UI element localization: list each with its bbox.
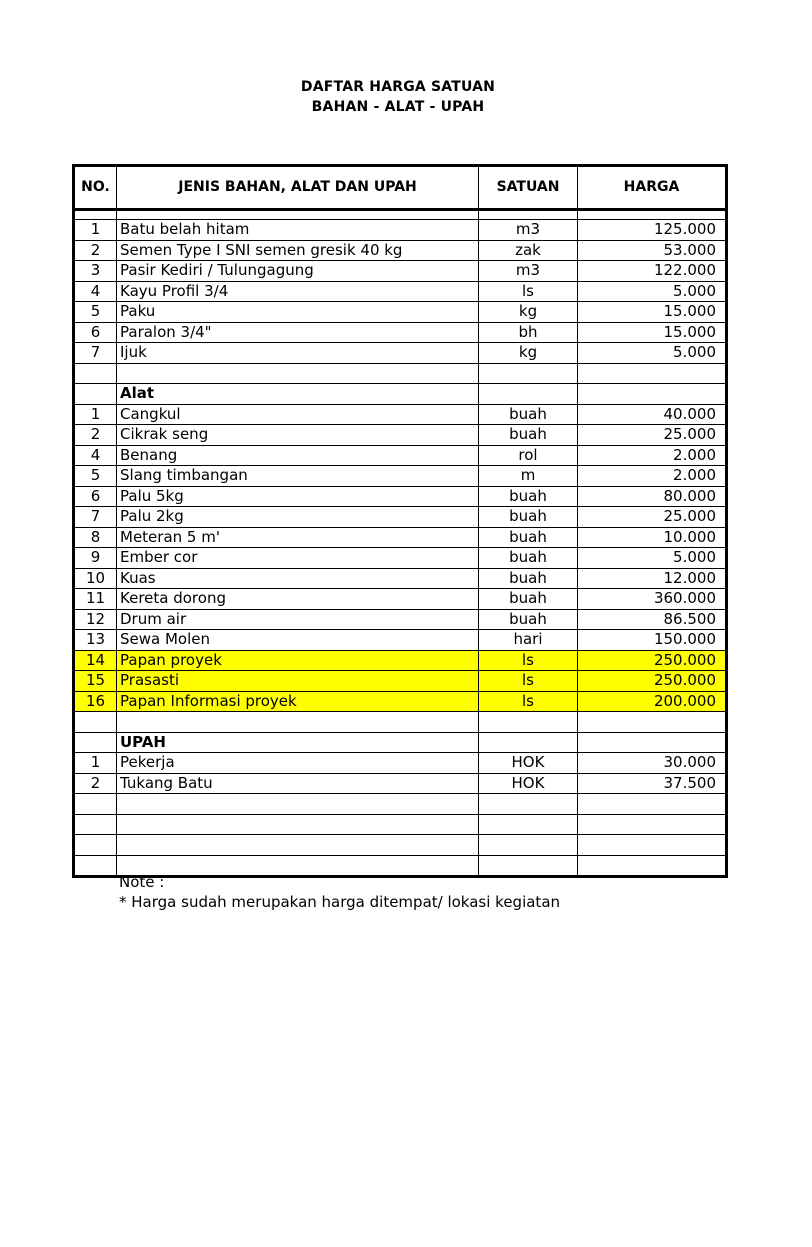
- cell-no: 3: [74, 261, 117, 282]
- cell-name: Cikrak seng: [117, 425, 479, 446]
- table-row: [74, 527, 727, 548]
- cell-name: Pekerja: [117, 753, 479, 774]
- cell-unit: ls: [479, 281, 578, 302]
- cell-price: 125.000: [578, 220, 727, 241]
- table-row: [74, 302, 727, 323]
- cell-name: Batu belah hitam: [117, 220, 479, 241]
- cell-no: 13: [74, 630, 117, 651]
- empty-cell: [74, 712, 117, 733]
- cell-unit: ls: [479, 671, 578, 692]
- spacer-cell: [578, 210, 727, 220]
- spacer-cell: [479, 210, 578, 220]
- cell-name: Prasasti: [117, 671, 479, 692]
- table-row: [74, 650, 727, 671]
- title-line-2: BAHAN - ALAT - UPAH: [311, 99, 485, 115]
- cell-price: 122.000: [578, 261, 727, 282]
- cell-price: 10.000: [578, 527, 727, 548]
- cell-no: 7: [74, 507, 117, 528]
- table-row: [74, 691, 727, 712]
- cell-price: 200.000: [578, 691, 727, 712]
- cell-price: 5.000: [578, 548, 727, 569]
- table-row: [74, 261, 727, 282]
- empty-cell: [117, 712, 479, 733]
- cell-unit: ls: [479, 650, 578, 671]
- price-table: [72, 164, 728, 878]
- cell-name: Paku: [117, 302, 479, 323]
- cell-no: 1: [74, 220, 117, 241]
- spacer-cell: [117, 210, 479, 220]
- cell-price: 12.000: [578, 568, 727, 589]
- cell-unit: buah: [479, 589, 578, 610]
- column-header-no: NO.: [74, 166, 117, 210]
- cell-name: Papan Informasi proyek: [117, 691, 479, 712]
- table-row: [74, 630, 727, 651]
- cell-name: Meteran 5 m': [117, 527, 479, 548]
- empty-cell: [578, 855, 727, 877]
- cell-no: 9: [74, 548, 117, 569]
- table-row: [74, 773, 727, 794]
- table-row: [74, 466, 727, 487]
- cell-no: 2: [74, 240, 117, 261]
- table-body: [74, 210, 727, 877]
- cell-price: 360.000: [578, 589, 727, 610]
- spacer-row: [74, 210, 727, 220]
- cell-price: 30.000: [578, 753, 727, 774]
- empty-cell: [578, 794, 727, 815]
- empty-cell: [74, 855, 117, 877]
- cell-no: 5: [74, 302, 117, 323]
- empty-cell: [578, 384, 727, 405]
- cell-unit: buah: [479, 609, 578, 630]
- cell-no: 2: [74, 773, 117, 794]
- table-row: [74, 609, 727, 630]
- empty-cell: [117, 835, 479, 856]
- empty-cell: [74, 814, 117, 835]
- table-row: [74, 753, 727, 774]
- cell-no: 7: [74, 343, 117, 364]
- cell-no: 11: [74, 589, 117, 610]
- cell-price: 25.000: [578, 507, 727, 528]
- table-row: [74, 568, 727, 589]
- cell-name: Semen Type I SNI semen gresik 40 kg: [117, 240, 479, 261]
- cell-unit: buah: [479, 548, 578, 569]
- table-row: [74, 548, 727, 569]
- cell-price: 80.000: [578, 486, 727, 507]
- cell-no: 6: [74, 322, 117, 343]
- cell-unit: HOK: [479, 753, 578, 774]
- empty-row: [74, 794, 727, 815]
- empty-cell: [578, 732, 727, 753]
- cell-price: 5.000: [578, 343, 727, 364]
- cell-no: 15: [74, 671, 117, 692]
- empty-cell: [74, 363, 117, 384]
- cell-unit: m: [479, 466, 578, 487]
- table-row: [74, 343, 727, 364]
- note-block: [119, 872, 560, 912]
- title-line-1: DAFTAR HARGA SATUAN: [300, 79, 496, 95]
- empty-cell: [117, 363, 479, 384]
- empty-cell: [578, 814, 727, 835]
- table-row: [74, 589, 727, 610]
- column-header-name: JENIS BAHAN, ALAT DAN UPAH: [117, 166, 479, 210]
- cell-price: 250.000: [578, 650, 727, 671]
- cell-unit: kg: [479, 343, 578, 364]
- empty-cell: [479, 732, 578, 753]
- cell-price: 86.500: [578, 609, 727, 630]
- cell-unit: m3: [479, 220, 578, 241]
- cell-price: 40.000: [578, 404, 727, 425]
- cell-unit: zak: [479, 240, 578, 261]
- empty-row: [74, 814, 727, 835]
- table-row: [74, 404, 727, 425]
- cell-no: 16: [74, 691, 117, 712]
- cell-unit: buah: [479, 527, 578, 548]
- section-row-alat: [74, 384, 727, 405]
- cell-name: Kayu Profil 3/4: [117, 281, 479, 302]
- cell-name: Kuas: [117, 568, 479, 589]
- cell-name: Cangkul: [117, 404, 479, 425]
- table-row: [74, 445, 727, 466]
- cell-unit: buah: [479, 568, 578, 589]
- cell-name: Ijuk: [117, 343, 479, 364]
- cell-name: Slang timbangan: [117, 466, 479, 487]
- cell-price: 53.000: [578, 240, 727, 261]
- cell-no: 5: [74, 466, 117, 487]
- table-row: [74, 322, 727, 343]
- cell-name: Palu 5kg: [117, 486, 479, 507]
- column-header-price: HARGA: [578, 166, 727, 210]
- empty-cell: [74, 835, 117, 856]
- table-row: [74, 220, 727, 241]
- empty-row: [74, 835, 727, 856]
- cell-unit: bh: [479, 322, 578, 343]
- cell-price: 15.000: [578, 302, 727, 323]
- cell-price: 2.000: [578, 466, 727, 487]
- empty-row: [74, 712, 727, 733]
- cell-unit: buah: [479, 486, 578, 507]
- cell-name: Benang: [117, 445, 479, 466]
- cell-no: 6: [74, 486, 117, 507]
- empty-cell: [479, 712, 578, 733]
- cell-price: 2.000: [578, 445, 727, 466]
- empty-cell: [74, 732, 117, 753]
- cell-unit: kg: [479, 302, 578, 323]
- cell-name: Paralon 3/4": [117, 322, 479, 343]
- table-row: [74, 671, 727, 692]
- cell-name: Papan proyek: [117, 650, 479, 671]
- cell-no: 2: [74, 425, 117, 446]
- cell-unit: buah: [479, 507, 578, 528]
- empty-cell: [479, 835, 578, 856]
- cell-unit: buah: [479, 404, 578, 425]
- cell-name: Kereta dorong: [117, 589, 479, 610]
- cell-price: 15.000: [578, 322, 727, 343]
- cell-no: 4: [74, 445, 117, 466]
- cell-name: Sewa Molen: [117, 630, 479, 651]
- empty-cell: [74, 384, 117, 405]
- cell-no: 1: [74, 404, 117, 425]
- cell-no: 14: [74, 650, 117, 671]
- section-heading: UPAH: [117, 732, 479, 753]
- cell-name: Drum air: [117, 609, 479, 630]
- section-heading: Alat: [117, 384, 479, 405]
- cell-name: Tukang Batu: [117, 773, 479, 794]
- cell-no: 4: [74, 281, 117, 302]
- empty-cell: [578, 712, 727, 733]
- table-row: [74, 486, 727, 507]
- cell-price: 150.000: [578, 630, 727, 651]
- cell-no: 12: [74, 609, 117, 630]
- empty-row: [74, 363, 727, 384]
- cell-price: 25.000: [578, 425, 727, 446]
- document-title: [0, 77, 796, 117]
- cell-name: Ember cor: [117, 548, 479, 569]
- cell-name: Pasir Kediri / Tulungagung: [117, 261, 479, 282]
- empty-cell: [479, 794, 578, 815]
- header-row: [74, 166, 727, 210]
- note-text: * Harga sudah merupakan harga ditempat/ lokasi kegiatan: [119, 893, 561, 911]
- empty-cell: [117, 794, 479, 815]
- table-row: [74, 281, 727, 302]
- empty-cell: [479, 363, 578, 384]
- empty-cell: [74, 794, 117, 815]
- cell-no: 10: [74, 568, 117, 589]
- section-row-upah: [74, 732, 727, 753]
- cell-unit: HOK: [479, 773, 578, 794]
- note-label: Note :: [119, 873, 165, 891]
- table-row: [74, 507, 727, 528]
- cell-no: 8: [74, 527, 117, 548]
- spacer-cell: [74, 210, 117, 220]
- cell-price: 37.500: [578, 773, 727, 794]
- empty-cell: [479, 814, 578, 835]
- cell-price: 5.000: [578, 281, 727, 302]
- empty-cell: [479, 384, 578, 405]
- cell-unit: buah: [479, 425, 578, 446]
- cell-no: 1: [74, 753, 117, 774]
- empty-cell: [117, 814, 479, 835]
- empty-cell: [578, 835, 727, 856]
- table-row: [74, 425, 727, 446]
- table-row: [74, 240, 727, 261]
- cell-name: Palu 2kg: [117, 507, 479, 528]
- cell-unit: ls: [479, 691, 578, 712]
- empty-cell: [578, 363, 727, 384]
- cell-unit: m3: [479, 261, 578, 282]
- cell-unit: hari: [479, 630, 578, 651]
- cell-unit: rol: [479, 445, 578, 466]
- cell-price: 250.000: [578, 671, 727, 692]
- column-header-unit: SATUAN: [479, 166, 578, 210]
